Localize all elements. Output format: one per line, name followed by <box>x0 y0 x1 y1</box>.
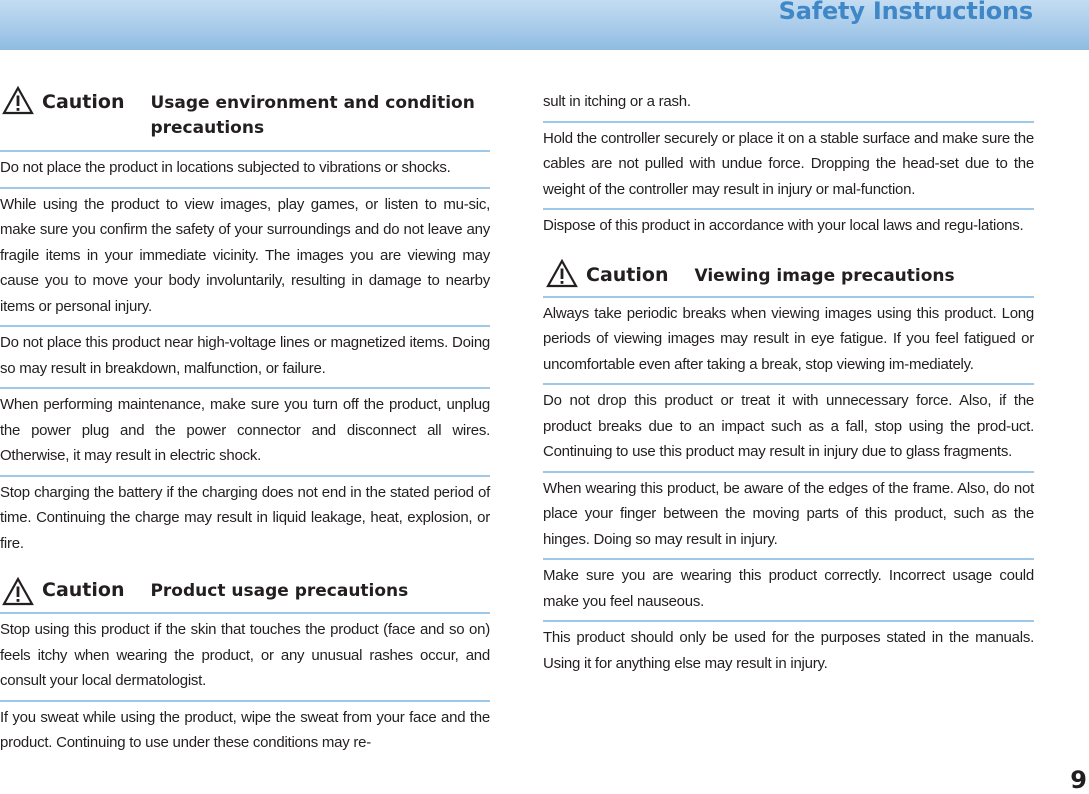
caution-heading-usage-environment <box>0 86 490 144</box>
page-number: 9 <box>1070 766 1087 794</box>
paragraph: Hold the controller securely or place it on a stable surface and make sure the cables are not pulled with undue force. Dropping the head-set due to the weight of the controller may result in injury or mal-function. <box>543 129 1034 198</box>
warning-triangle-icon <box>2 86 34 116</box>
paragraph: When performing maintenance, make sure you turn off the product, unplug the power plug and the power connector and disconnect all wires. Otherwise, it may result in electric shock. <box>0 396 490 464</box>
paragraph: Dispose of this product in accordance with your local laws and regu-lations. <box>543 217 1024 234</box>
paragraph: sult in itching or a rash. <box>543 93 691 110</box>
divider <box>0 612 490 614</box>
paragraph: Stop charging the battery if the charging does not end in the stated period of time. Continuing the charge may result in liquid leakage, heat, explosion, or fire. <box>0 483 490 552</box>
divider <box>0 387 490 389</box>
caution-label: Caution <box>42 579 125 601</box>
header-bar <box>0 0 1089 50</box>
paragraph: Do not place the product in locations subjected to vibrations or shocks. <box>0 159 451 176</box>
divider <box>0 150 490 152</box>
right-column <box>543 89 1034 676</box>
section-title: Viewing image precautions <box>694 265 955 286</box>
divider <box>543 558 1034 560</box>
section-title: Product usage precautions <box>150 581 409 601</box>
warning-triangle-icon <box>2 577 34 607</box>
divider <box>0 475 490 477</box>
paragraph: While using the product to view images, play games, or listen to mu-sic, make sure you confirm the safety of your surroundings and do not leave any fragile items in your immediate vicinity. The images you are viewing may cause you to move your body involuntarily, resulting in damage to nearby items or personal injury. <box>0 195 490 315</box>
caution-label: Caution <box>586 263 669 286</box>
divider <box>543 208 1034 210</box>
paragraph: This product should only be used for the purposes stated in the manuals. Using it for anything else may result in injury. <box>543 629 1034 672</box>
paragraph: Do not place this product near high-voltage lines or magnetized items. Doing so may result in breakdown, malfunction, or failure. <box>0 334 490 377</box>
paragraph: Stop using this product if the skin that touches the product (face and so on) feels itchy when wearing the product, or any unusual rashes occur, and consult your local dermatologist. <box>0 621 490 689</box>
caution-label: Caution <box>42 91 125 113</box>
page-title: Safety Instructions <box>778 0 1033 25</box>
divider <box>0 700 490 702</box>
divider <box>543 383 1034 385</box>
paragraph: If you sweat while using the product, wipe the sweat from your face and the product. Continuing to use under these conditions may re- <box>0 708 490 751</box>
left-column <box>0 86 490 756</box>
divider <box>543 296 1034 298</box>
divider <box>543 620 1034 622</box>
divider <box>0 325 490 327</box>
caution-heading-viewing-image <box>543 259 1034 289</box>
section-title: Usage environment and condition precautions <box>150 93 475 138</box>
divider <box>0 187 490 189</box>
warning-triangle-icon <box>546 259 578 289</box>
paragraph: When wearing this product, be aware of the edges of the frame. Also, do not place your finger between the moving parts of this product, such as the hinges. Doing so may result in injury. <box>543 479 1034 548</box>
paragraph: Do not drop this product or treat it with unnecessary force. Also, if the product breaks due to an impact such as a fall, stop using the prod-uct. Continuing to use this product may result in injury due to glass fragments. <box>543 392 1034 460</box>
paragraph: Always take periodic breaks when viewing images using this product. Long periods of viewing images may result in eye fatigue. If you feel fatigued or uncomfortable even after taking a break, stop viewing im-mediately. <box>543 304 1034 373</box>
caution-heading-product-usage <box>0 577 490 607</box>
paragraph: Make sure you are wearing this product correctly. Incorrect usage could make you feel nauseous. <box>543 567 1034 610</box>
divider <box>543 121 1034 123</box>
divider <box>543 471 1034 473</box>
